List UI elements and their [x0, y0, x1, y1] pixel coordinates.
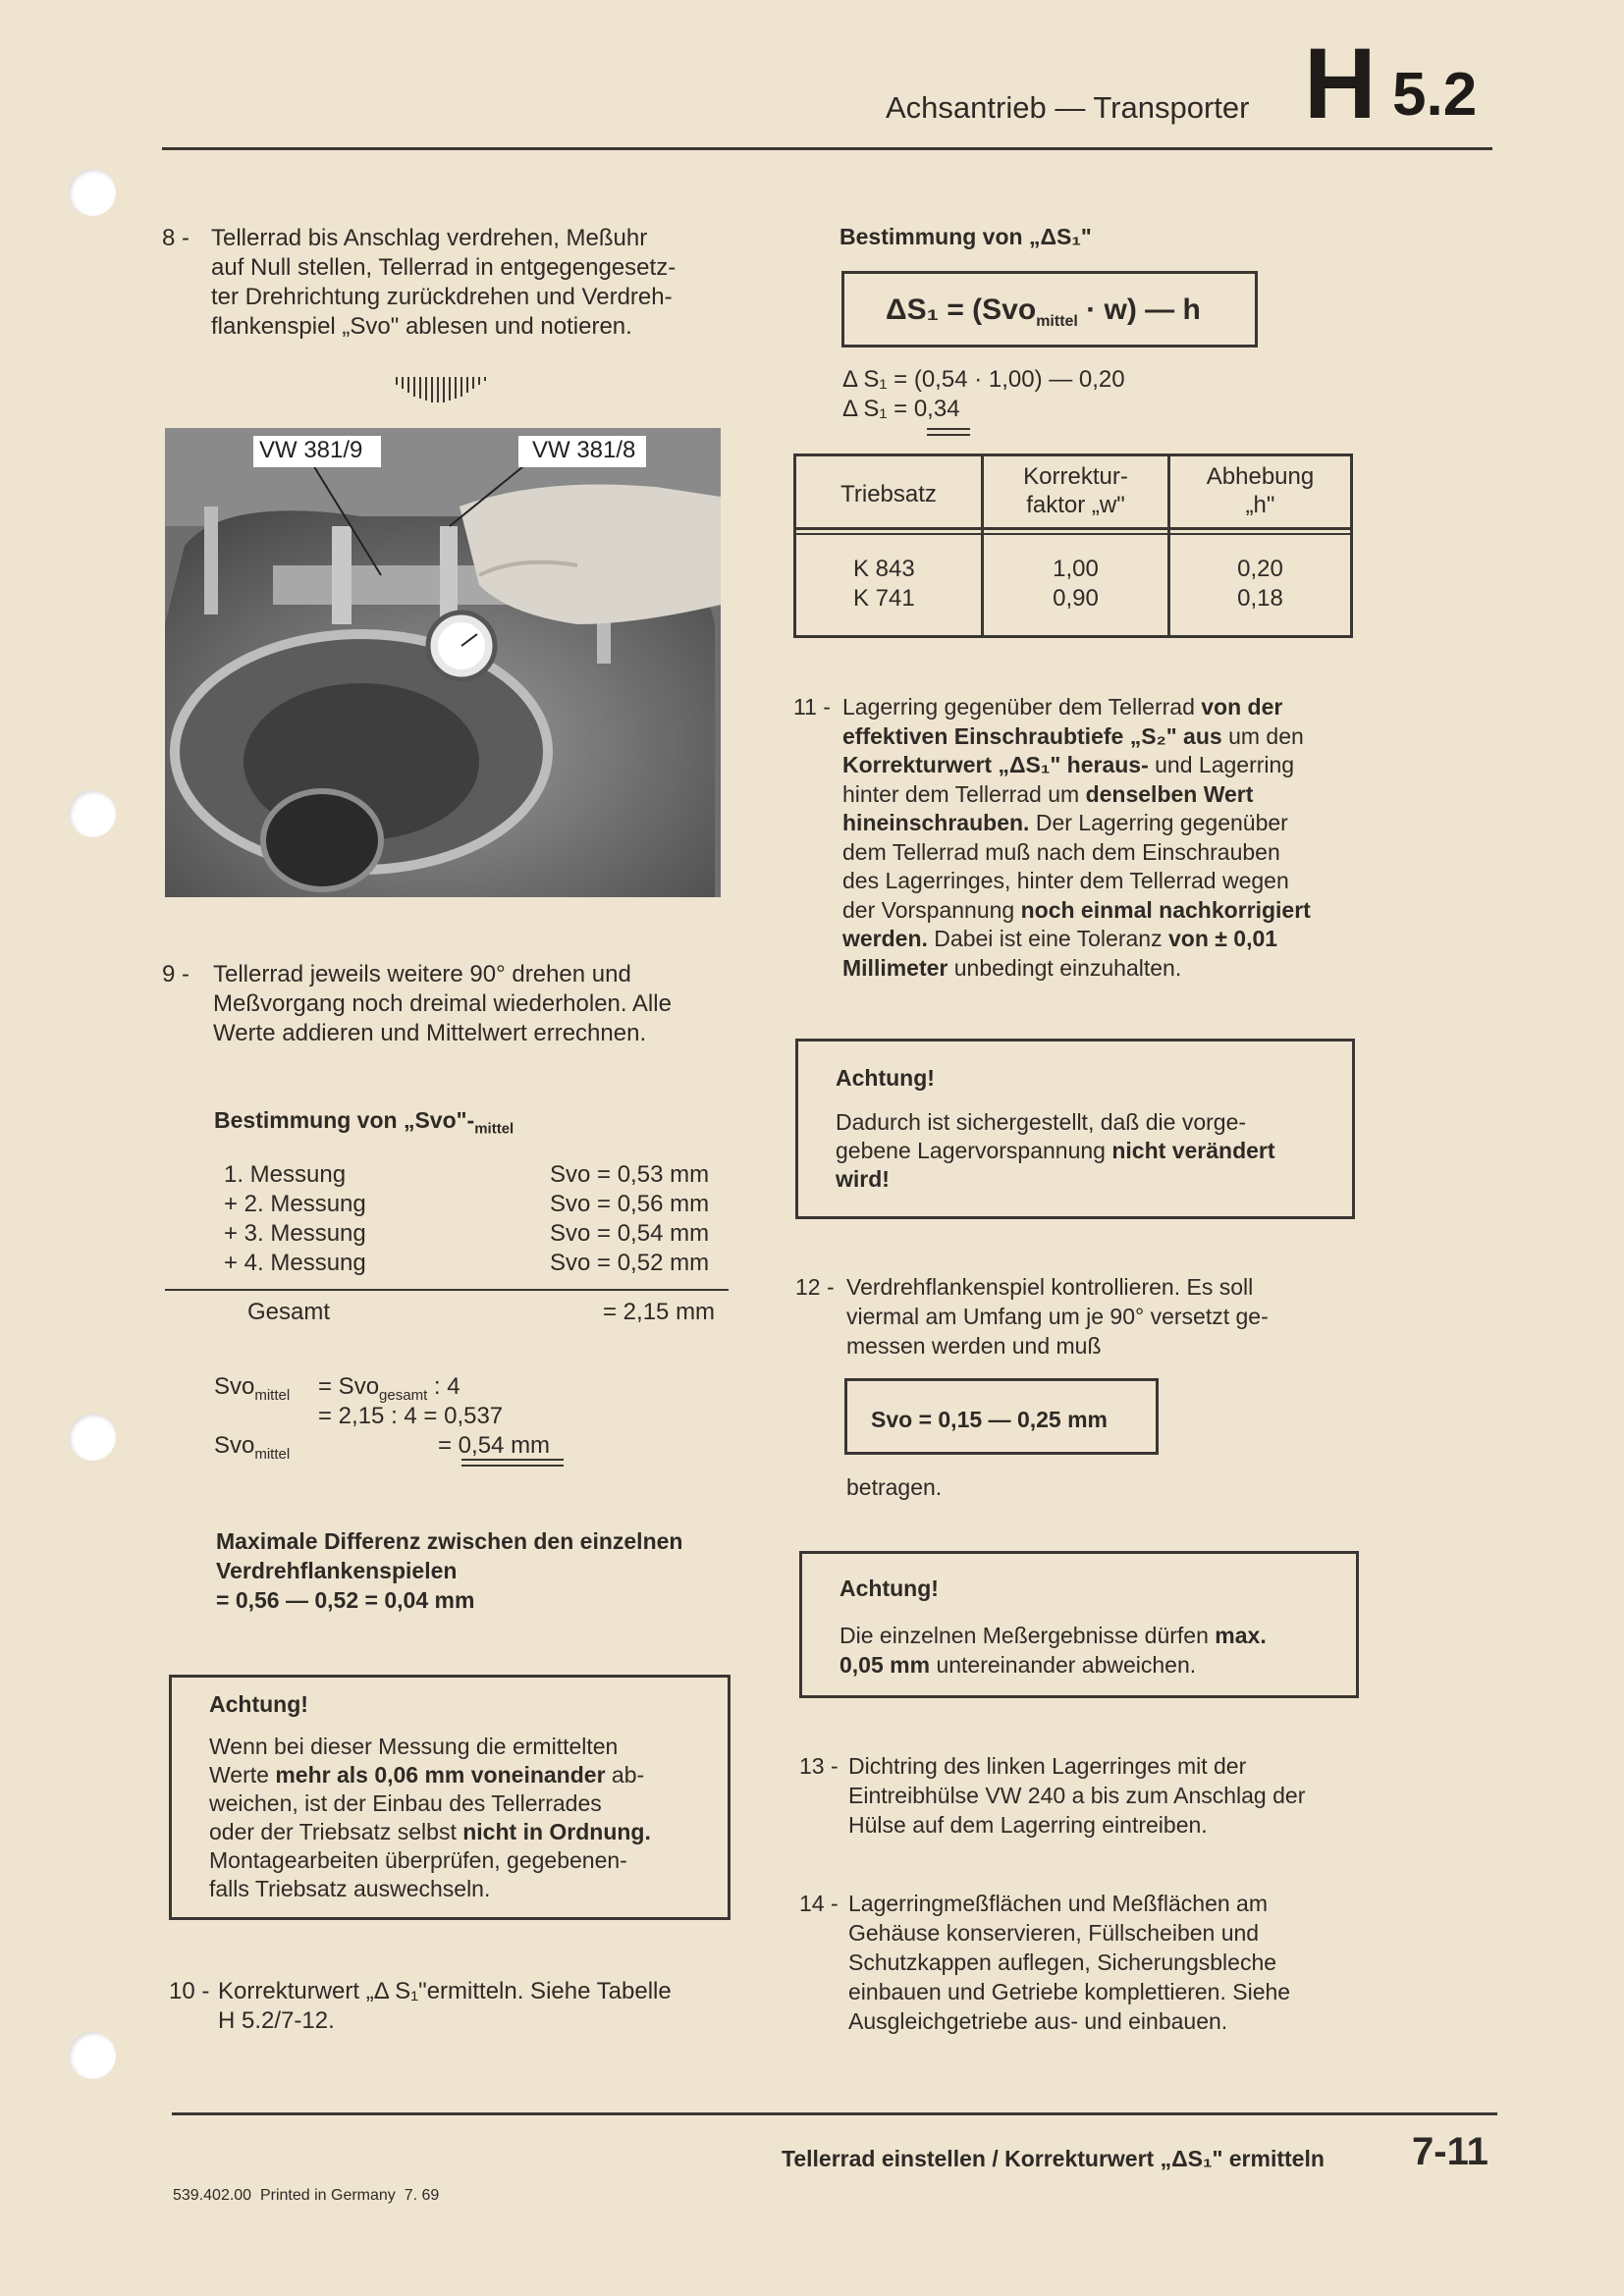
achtung-title: Achtung! — [839, 1575, 939, 1601]
result-underline — [461, 1459, 564, 1461]
achtung-box-left — [169, 1675, 731, 1920]
step-number: 13 - — [799, 1753, 839, 1779]
measurement-row: + 4. Messung Svo = 0,52 mm — [224, 1250, 710, 1276]
achtung-text: Dadurch ist sichergestellt, daß die vorge- gebene Lagervorspannung nicht verändert wird! — [836, 1109, 1275, 1192]
betragen-text: betragen. — [846, 1474, 943, 1500]
footer-title: Tellerrad einstellen / Korrekturwert „ΔS₁" ermitteln — [782, 2146, 1325, 2171]
calc-result: = 0,54 mm — [438, 1432, 551, 1459]
table-header-triebsatz: Triebsatz — [840, 481, 937, 507]
measurement-row: + 3. Messung Svo = 0,54 mm — [224, 1220, 710, 1247]
step-line: ter Drehrichtung zurückdrehen und Verdreh- — [211, 284, 673, 310]
table-col-triebsatz — [853, 555, 915, 614]
measurement-row: 1. Messung Svo = 0,53 mm — [224, 1161, 710, 1188]
direction-mark-icon — [391, 371, 493, 404]
achtung-text: Die einzelnen Meßergebnisse dürfen max. 0,05 mm untereinander abweichen. — [839, 1623, 1267, 1678]
photo-label-vw-381-8: VW 381/8 — [532, 437, 636, 463]
measurement-row: + 2. Messung Svo = 0,56 mm — [224, 1191, 710, 1217]
punch-hole — [69, 169, 116, 216]
section-number: 5.2 — [1392, 61, 1478, 129]
svo-heading: Bestimmung von $„Svo"-_{mittel}$ — [214, 1107, 514, 1138]
formula-box — [841, 271, 1258, 347]
calc-line-1: Svo$_{mittel}$ — [214, 1373, 291, 1404]
step-11: 11 - Lagerring gegenüber dem Tellerrad von der effektiven Einschraubtiefe „S₂" aus um den Korrekturwert „ΔS₁" heraus- und Lagerring hinter dem Tellerrad um denselben Wert hineinschrauben. Der Lagerring gegenüber dem Tellerrad muß nach dem Einschrauben des Lagerringes, hinter dem Tellerrad wegen der Vorspannung noch einmal nachkorrigiert werden. Dabei ist eine Toleranz von ± 0,01 Millimeter unbedingt einzuhalten. — [793, 694, 1311, 981]
punch-hole — [69, 2032, 116, 2079]
footer-rule — [172, 2112, 1497, 2115]
table-col-w — [984, 555, 1167, 614]
step-10: 10 - Korrekturwert „Δ S₁"ermitteln. Siehe Tabelle H 5.2/7-12. — [169, 1978, 672, 2034]
table-cell: 0,20 — [1237, 556, 1283, 582]
table-cell: 0,18 — [1237, 585, 1283, 612]
step-number: 11 - — [793, 694, 831, 720]
punch-hole — [69, 1414, 116, 1461]
step-line: Meßvorgang noch dreimal wiederholen. Alle — [213, 990, 672, 1017]
step-8 — [162, 224, 731, 342]
table-cell: K 843 — [853, 556, 915, 582]
page-header-title: Achsantrieb — Transporter — [886, 90, 1250, 125]
gearbox-photo — [165, 428, 721, 897]
step-12: 12 - Verdrehflankenspiel kontrollieren. Es soll viermal am Umfang um je 90° versetzt ge- messen werden und muß — [795, 1274, 1269, 1359]
total-label: Gesamt — [247, 1299, 331, 1325]
result-underline — [461, 1465, 564, 1467]
table-cell: K 741 — [853, 585, 915, 612]
achtung-title: Achtung! — [836, 1065, 935, 1091]
total-value: = 2,15 mm — [603, 1299, 716, 1325]
step-line: Tellerrad jeweils weitere 90° drehen und — [213, 961, 631, 988]
step-number: 14 - — [799, 1891, 839, 1916]
svo-range: Svo = 0,15 — 0,25 mm — [871, 1407, 1108, 1432]
achtung-box-right-1 — [795, 1039, 1355, 1219]
correction-table — [793, 454, 1353, 638]
step-number: 9 - — [162, 961, 190, 988]
step-line: flankenspiel „Svo" ablesen und notieren. — [211, 313, 632, 340]
step-14: 14 - Lagerringmeßflächen und Meßflächen am Gehäuse konservieren, Füllscheiben und Schutzkappen auflegen, Sicherungsbleche einbauen und Getriebe komplettieren. Siehe Ausgleichgetriebe aus- und einbauen. — [799, 1891, 1291, 2034]
step-line: Tellerrad bis Anschlag verdrehen, Meßuhr — [211, 225, 648, 251]
step-9 — [162, 960, 731, 1048]
measurement-list — [224, 1160, 727, 1278]
section-letter: H — [1304, 27, 1377, 139]
step-number: 10 - — [169, 1978, 210, 2004]
step-number: 12 - — [795, 1274, 835, 1300]
step-number: 8 - — [162, 225, 190, 251]
print-info: 539.402.00 Printed in Germany 7. 69 — [173, 2187, 440, 2204]
ds-underline — [927, 428, 970, 430]
calc-line-3: Svo$_{mittel}$ — [214, 1432, 291, 1463]
svo-range-box — [844, 1378, 1159, 1455]
table-cell: 0,90 — [1053, 585, 1099, 612]
step-13: 13 - Dichtring des linken Lagerringes mit der Eintreibhülse VW 240 a bis zum Anschlag der Hülse auf dem Lagerring eintreiben. — [799, 1753, 1306, 1838]
ds-heading: Bestimmung von „ΔS₁" — [839, 224, 1092, 249]
max-diff: Maximale Differenz zwischen den einzelnen Verdrehflankenspielen = 0,56 — 0,52 = 0,04 mm — [216, 1528, 683, 1613]
ds-calc-1: Δ S₁ = (0,54 · 1,00) — 0,20 — [842, 366, 1125, 393]
page-number: 7-11 — [1412, 2130, 1489, 2173]
ds-calc-2: Δ S₁ = 0,34 — [842, 396, 960, 422]
photo-label-vw-381-9: VW 381/9 — [259, 437, 363, 463]
table-col-h — [1170, 555, 1350, 614]
achtung-title: Achtung! — [209, 1691, 308, 1717]
total-rule — [165, 1289, 729, 1291]
achtung-box-right-2 — [799, 1551, 1359, 1698]
table-cell: 1,00 — [1053, 556, 1099, 582]
calc-line-2: = 2,15 : 4 = 0,537 — [318, 1403, 504, 1429]
header-rule — [162, 147, 1492, 150]
table-header-abhebung: Abhebung „h" — [1206, 463, 1315, 518]
punch-hole — [69, 790, 116, 837]
formula: ΔS₁ = (Svo$_{mittel}$ · w) — h — [886, 294, 1201, 330]
achtung-text: Wenn bei dieser Messung die ermittelten Werte mehr als 0,06 mm voneinander ab- weichen, ist der Einbau des Tellerrades oder der Triebsatz selbst nicht in Ordnung. Montagearbeiten überprüfen, gegebenen- falls Triebsatz auswechseln. — [209, 1734, 651, 1901]
step-line: Werte addieren und Mittelwert errechnen. — [213, 1020, 647, 1046]
calc-line-1-b: = Svo$_{gesamt}$ : 4 — [318, 1373, 460, 1404]
table-header-korrekturfaktor: Korrektur- faktor „w" — [1023, 463, 1128, 518]
ds-underline — [927, 434, 970, 436]
svo-mean-calc — [214, 1372, 725, 1470]
step-line: auf Null stellen, Tellerrad in entgegengesetz- — [211, 254, 677, 281]
photo-illustration — [165, 428, 721, 897]
